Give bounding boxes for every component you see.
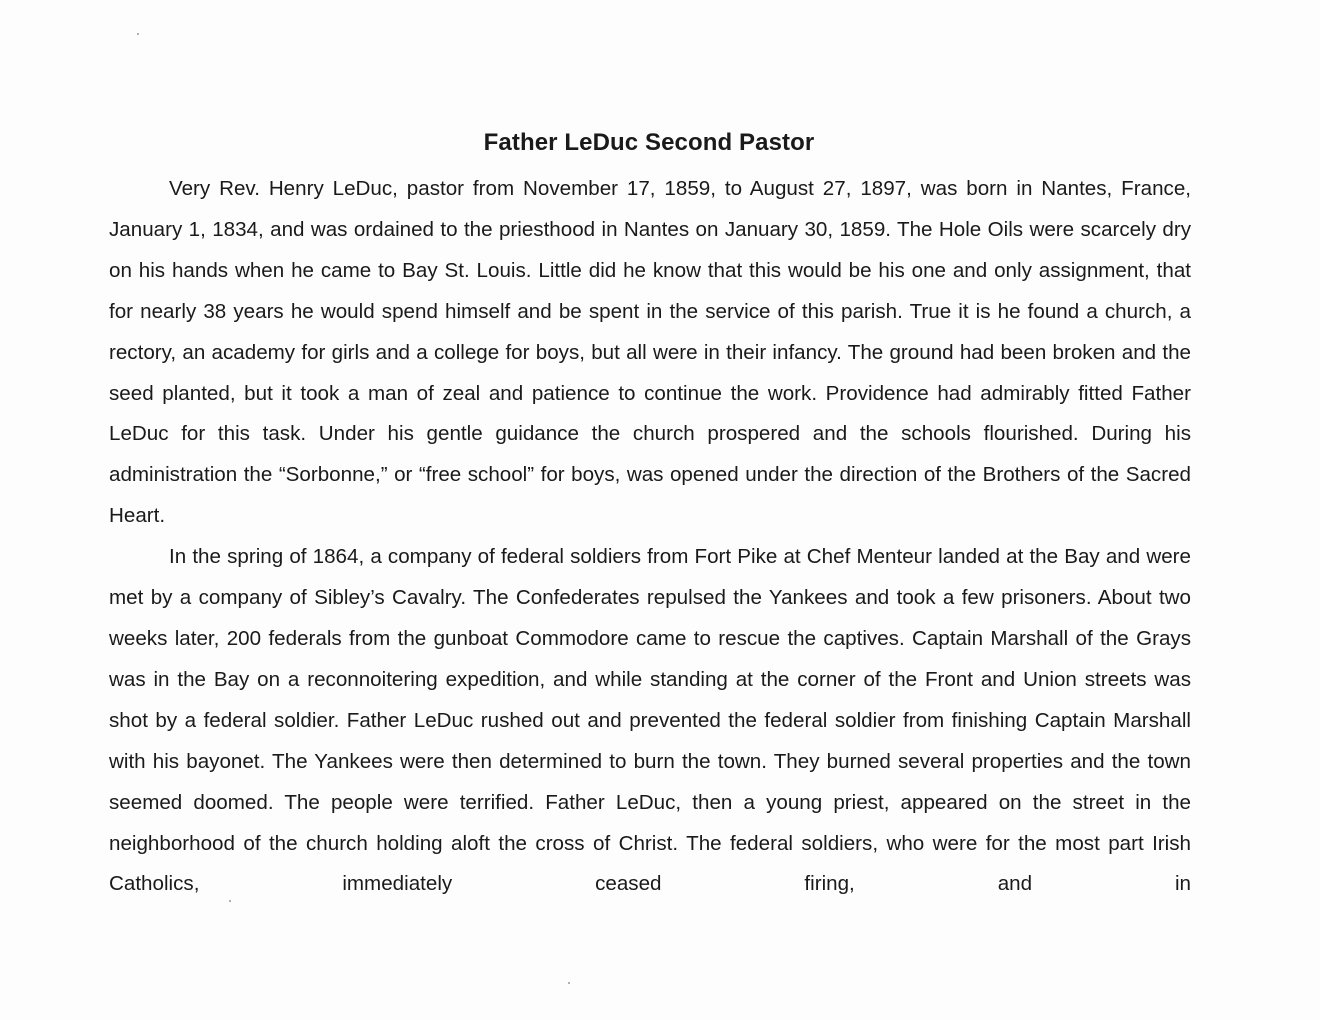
paragraph-1: Very Rev. Henry LeDuc, pastor from November 17, 1859, to August 27, 1897, was born in Nantes, France, January 1, 1834, and was ordained to the priesthood in Nantes on January 30, 1859. The Hole Oils were scarcely dry on his hands when he came to Bay St. Louis. Little did he know that this would be his one and only assignment, that for nearly 38 years he would spend himself and be spent in the service of this parish. True it is he found a church, a rectory, an academy for girls and a college for boys, but all were in their infancy. The ground had been broken and the seed planted, but it took a man of zeal and patience to continue the work. Providence had admirably fitted Father LeDuc for this task. Under his gentle guidance the church prospered and the schools flourished. During his administration the “Sorbonne,” or “free school” for boys, was opened under the direction of the Brothers of the Sacred Heart. xyxy=(109,177,1191,528)
scan-speck xyxy=(229,900,231,902)
paragraph-2: In the spring of 1864, a company of federal soldiers from Fort Pike at Chef Menteur landed at the Bay and were met by a company of Sibley’s Cavalry. The Confederates repulsed the Yankees and took a few prisoners. About two weeks later, 200 federals from the gunboat Commodore came to rescue the captives. Captain Marshall of the Grays was in the Bay on a reconnoitering expedition, and while standing at the corner of the Front and Union streets was shot by a federal soldier. Father LeDuc rushed out and prevented the federal soldier from finishing Captain Marshall with his bayonet. The Yankees were then determined to burn the town. They burned several properties and the town seemed doomed. The people were terrified. Father LeDuc, then a young priest, appeared on the street in the neighborhood of the church holding aloft the cross of Christ. The federal soldiers, who were for the most part Irish Catholics, immediately ceased firing, and in xyxy=(109,545,1191,896)
document-body xyxy=(109,169,1191,905)
scan-speck xyxy=(568,982,570,984)
document-title: Father LeDuc Second Pastor xyxy=(483,129,815,156)
scan-speck xyxy=(137,33,139,35)
